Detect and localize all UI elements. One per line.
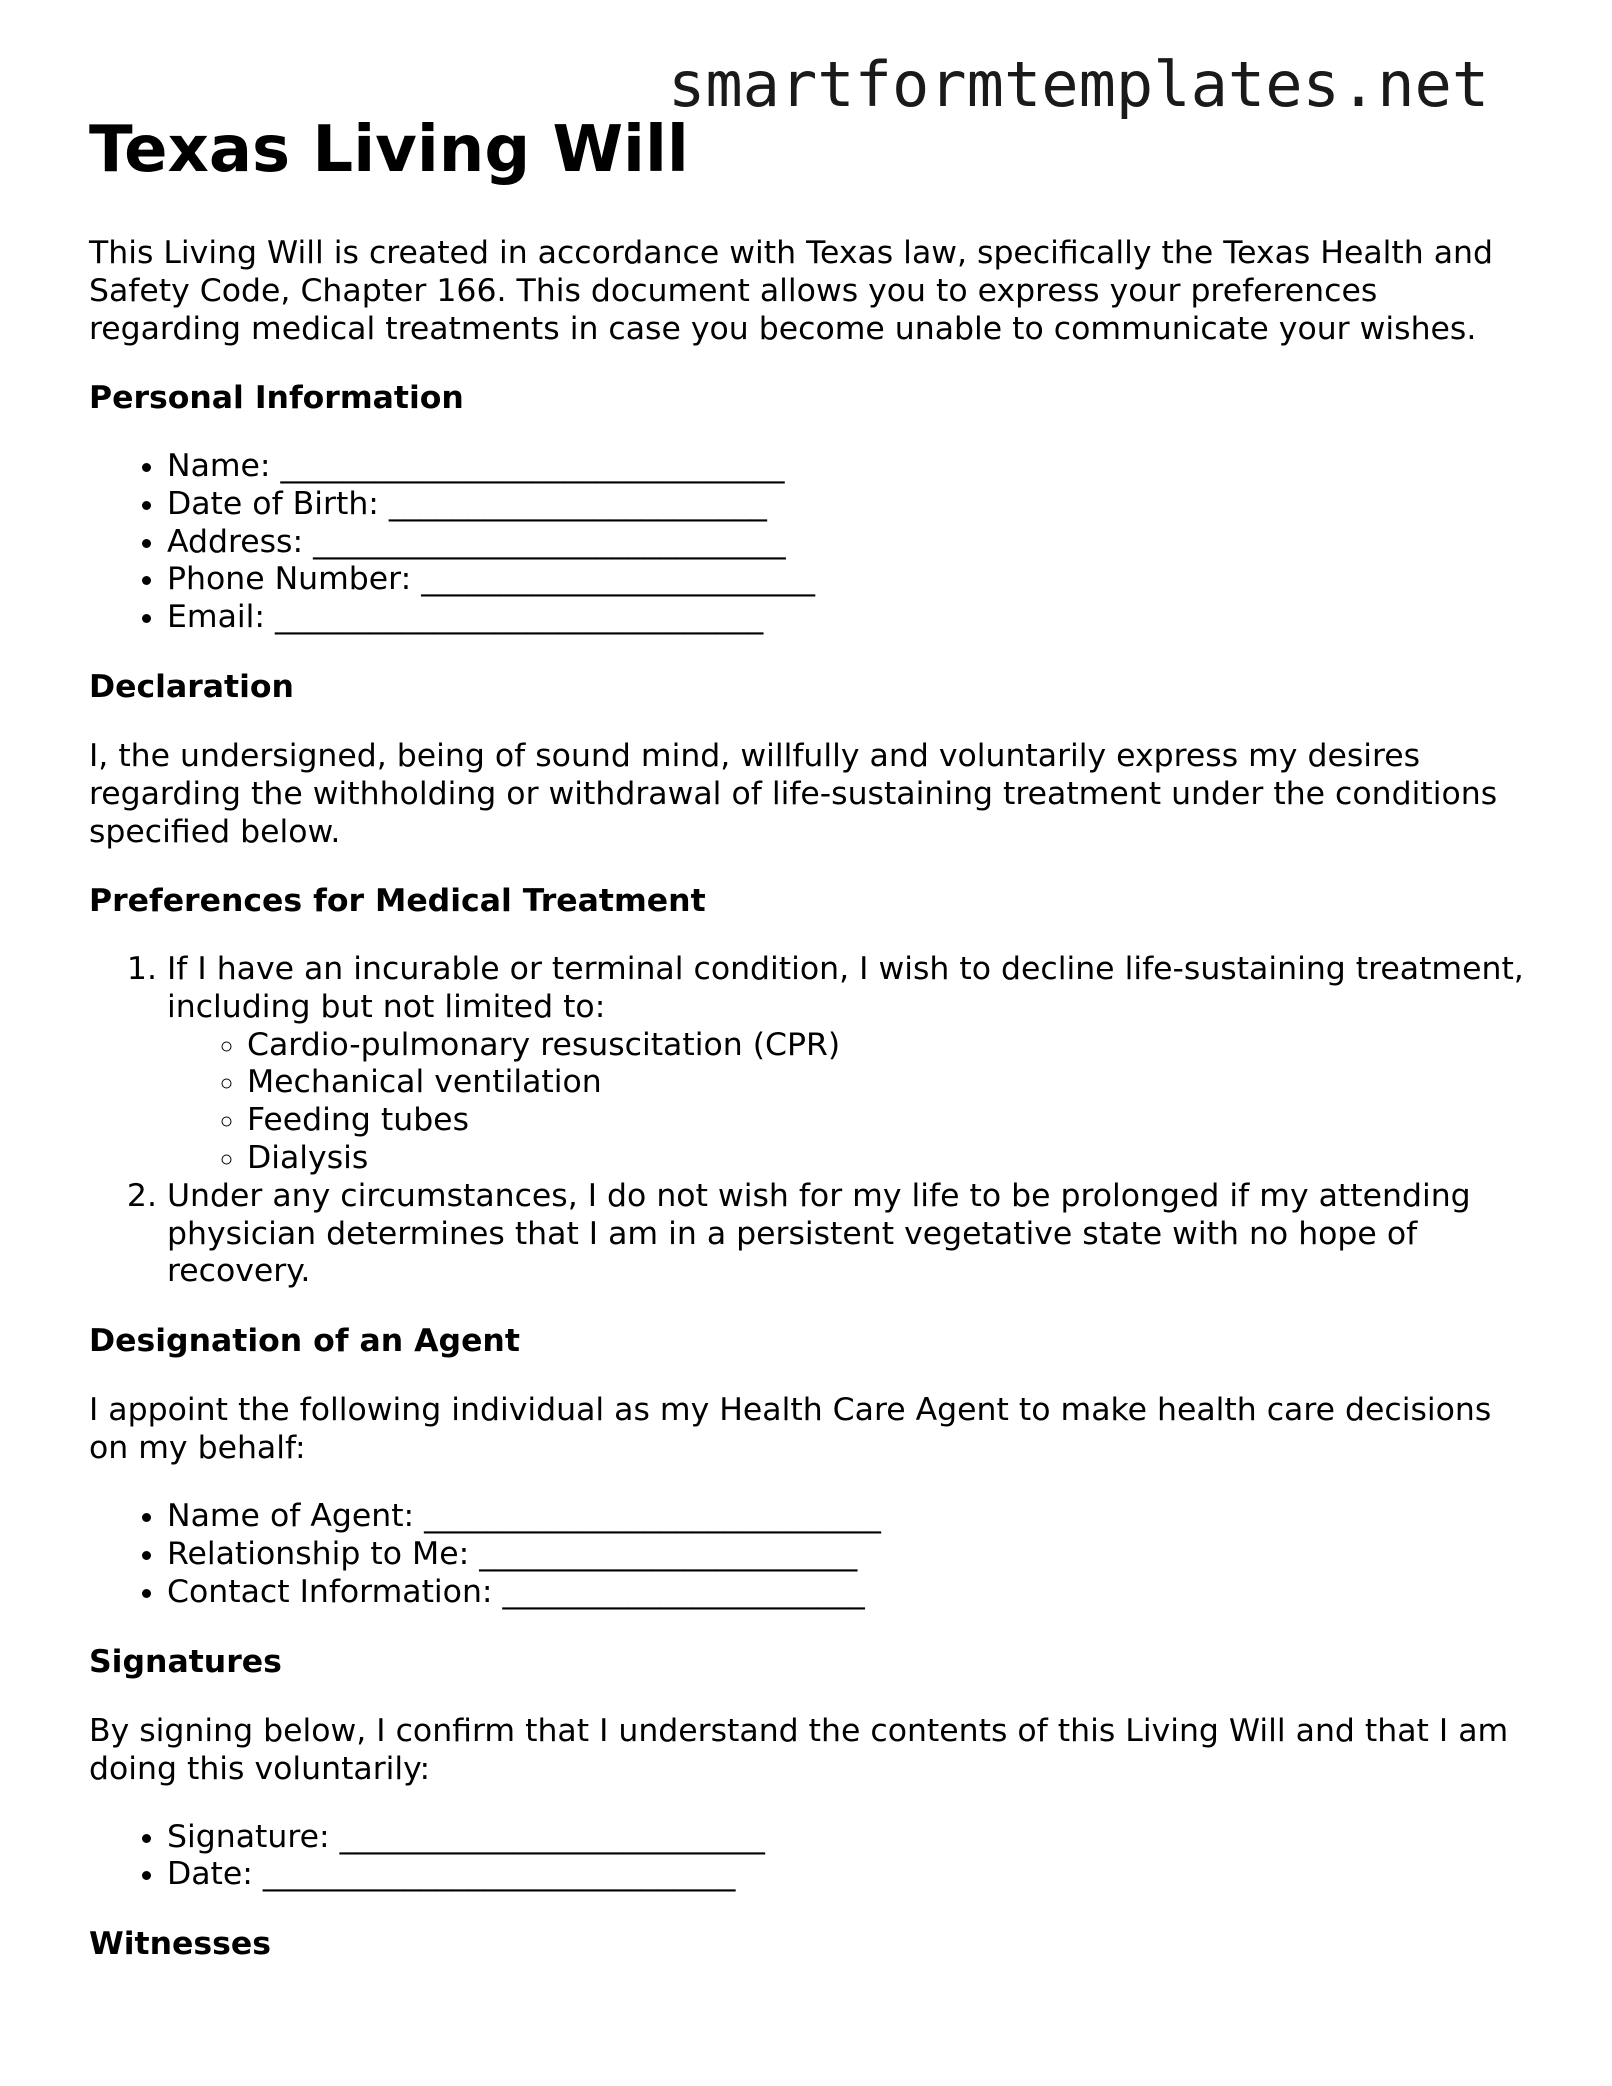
personal-info-heading: Personal Information: [89, 380, 464, 416]
agent-relationship-field[interactable]: • Relationship to Me: ________________________: [167, 1536, 1529, 1574]
declaration-paragraph: I, the undersigned, being of sound mind, willfully and voluntarily express my desires regarding the withholding or withdrawal of life-sustaining treatment under the conditions specified below.: [89, 737, 1498, 850]
signatures-paragraph: By signing below, I confirm that I understand the contents of this Living Will and that I am doing this voluntarily:: [89, 1712, 1509, 1787]
intro-paragraph: This Living Will is created in accordance with Texas law, specifically the Texas Health and Safety Code, Chapter 166. This document allows you to express your preferences regarding medical treatments in case you become unable to communicate your wishes.: [89, 235, 1494, 347]
agent-list: [89, 1498, 1529, 1611]
declaration-heading: Declaration: [89, 668, 294, 705]
name-field[interactable]: • Name: ________________________________: [167, 448, 1529, 486]
treatment-sublist: [167, 1027, 1529, 1178]
treatment-cpr: ◦ Cardio-pulmonary resuscitation (CPR): [247, 1027, 1529, 1065]
email-field[interactable]: • Email: _______________________________: [167, 599, 1529, 637]
document-page: [89, 112, 1529, 1994]
watermark: smartformtemplates.net: [668, 48, 1490, 121]
agent-paragraph: I appoint the following individual as my Health Care Agent to make health care decisions on my behalf:: [89, 1392, 1492, 1467]
preference-item-2: 2. Under any circumstances, I do not wish for my life to be prolonged if my attending physician determines that I am in a persistent vegetative state with no hope of recovery.: [167, 1178, 1529, 1291]
personal-info-list: [89, 448, 1529, 637]
agent-name-field[interactable]: • Name of Agent: _____________________________: [167, 1498, 1529, 1536]
signatures-heading: Signatures: [89, 1643, 282, 1680]
agent-contact-field[interactable]: • Contact Information: _______________________: [167, 1574, 1529, 1612]
treatment-dialysis: ◦ Dialysis: [247, 1140, 1529, 1178]
agent-heading: Designation of an Agent: [89, 1323, 520, 1360]
signatures-list: [89, 1819, 1529, 1895]
address-field[interactable]: • Address: ______________________________: [167, 524, 1529, 562]
treatment-ventilation: ◦ Mechanical ventilation: [247, 1064, 1529, 1102]
signature-field[interactable]: • Signature: ___________________________: [167, 1819, 1529, 1857]
witnesses-heading: Witnesses: [89, 1926, 272, 1963]
treatment-feeding-tubes: ◦ Feeding tubes: [247, 1102, 1529, 1140]
phone-field[interactable]: • Phone Number: _________________________: [167, 561, 1529, 599]
page-title: Texas Living Will: [89, 113, 689, 187]
date-field[interactable]: • Date: ______________________________: [167, 1856, 1529, 1894]
preferences-heading: Preferences for Medical Treatment: [89, 882, 706, 919]
preferences-list: [89, 951, 1529, 1291]
dob-field[interactable]: • Date of Birth: ________________________: [167, 486, 1529, 524]
preference-item-1: [167, 951, 1529, 1178]
preference-item-1-text: If I have an incurable or terminal condition, I wish to decline life-sustaining treatment, including but not limited to:: [167, 950, 1524, 1025]
